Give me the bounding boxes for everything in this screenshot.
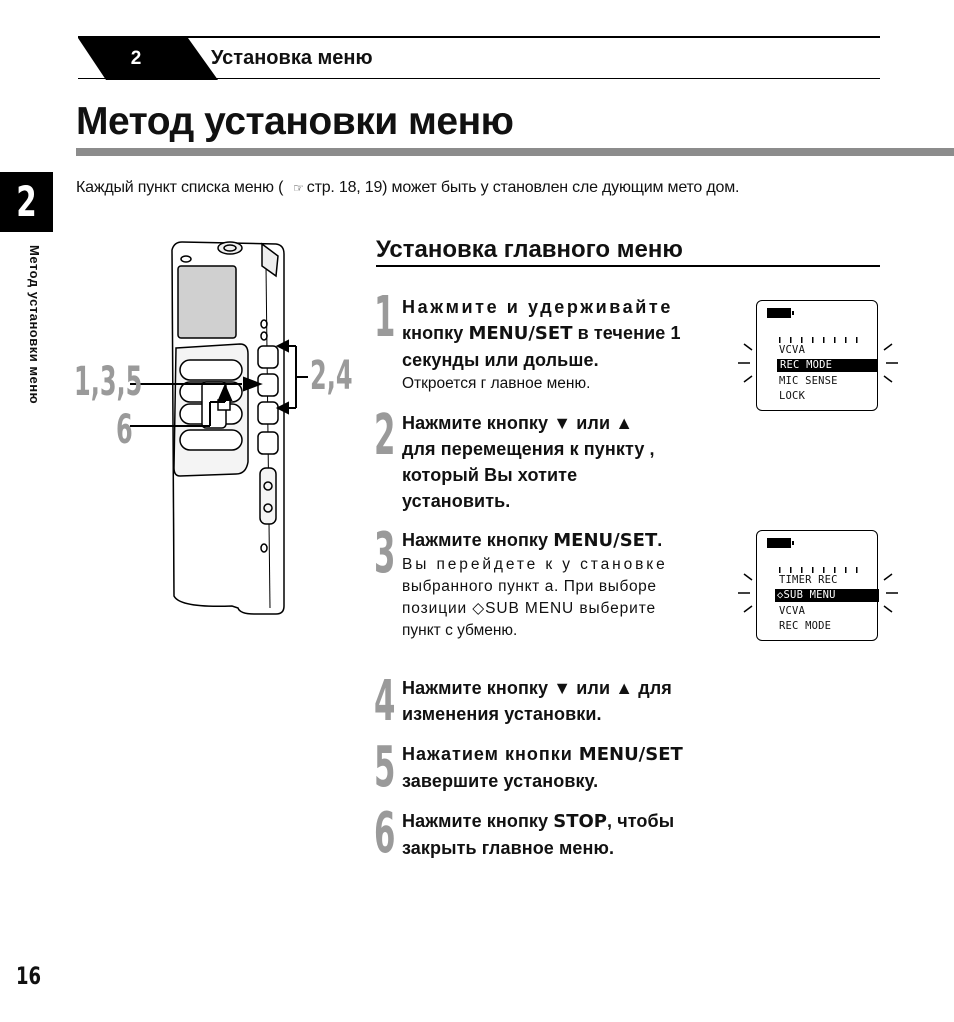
side-chapter-number: 2	[16, 177, 37, 226]
step-5-line-1	[402, 741, 742, 768]
page-number: 16	[16, 962, 42, 990]
side-chapter-label: Метод установки меню	[27, 245, 42, 405]
lcd-2-line-1: TIMER REC	[779, 574, 838, 586]
callout-steps-2-4: 2,4	[310, 353, 353, 399]
step-2-line-3: который Вы хотите	[402, 465, 578, 485]
lcd-1-line-3: MIC SENSE	[779, 375, 838, 387]
step-4	[402, 675, 742, 727]
step-3	[402, 527, 732, 642]
step-6-stop-key: STOP	[553, 811, 607, 832]
step-1-number: 1	[374, 285, 396, 350]
header-rule-bottom	[78, 78, 880, 79]
step-3-menu-set-key: MENU/SET	[553, 530, 658, 551]
step-2-line-4: установить.	[402, 491, 511, 511]
intro-text-before: Каждый пункт списка меню (	[76, 179, 284, 196]
step-1-note: Откроется г лавное меню.	[402, 375, 591, 392]
lcd-1-line-1: VCVA	[779, 344, 806, 356]
header-chapter-title: Установка меню	[211, 47, 373, 69]
step-1-line-1: Нажмите и удерживайте	[402, 297, 673, 317]
lcd-2-line-2-selected: ◇SUB MENU	[775, 589, 879, 602]
step-1-line-2-text: кнопку	[402, 323, 469, 343]
step-6-number: 6	[374, 801, 396, 866]
step-2-line-2: для перемещения к пункту ,	[402, 439, 655, 459]
callout-step-6: 6	[116, 407, 133, 453]
lcd-1-line-4: LOCK	[779, 390, 806, 402]
step-5	[402, 741, 742, 794]
step-4-line-1: Нажмите кнопку ▼ или ▲ для	[402, 678, 672, 698]
step-3-note-1: Вы перейдете к у становке	[402, 556, 668, 573]
step-5-line-2: завершите установку.	[402, 771, 599, 791]
step-3-number: 3	[374, 521, 396, 586]
step-2-line-1: Нажмите кнопку ▼ или ▲	[402, 413, 634, 433]
step-6-line-1	[402, 808, 742, 835]
step-5-line-1-text: Нажатием кнопки	[402, 744, 579, 764]
title-rule	[76, 148, 954, 156]
header-chapter-number: 2	[130, 48, 142, 69]
step-3-line-1	[402, 527, 732, 554]
intro-text-after: стр. 18, 19) может быть у становлен сле дующим мето дом.	[306, 179, 740, 196]
step-1-line-2-tail: в течение 1	[572, 323, 681, 343]
lcd-1-blink-rays	[738, 338, 898, 388]
step-5-number: 5	[374, 735, 396, 800]
intro-paragraph	[76, 179, 739, 197]
step-1-line-2	[402, 320, 732, 347]
reference-hand-icon: ☞	[293, 181, 304, 195]
lcd-2-line-4: REC MODE	[779, 620, 832, 632]
lcd-1-line-2-selected: REC MODE	[777, 359, 877, 372]
step-3-line-1-text: Нажмите кнопку	[402, 530, 554, 550]
lcd-2-blink-rays	[738, 568, 898, 618]
step-3-note-4: пункт с убменю.	[402, 622, 518, 639]
battery-icon	[767, 308, 791, 318]
step-2	[402, 410, 732, 514]
lcd-2-line-3: VCVA	[779, 605, 806, 617]
step-1	[402, 294, 732, 395]
step-3-line-1-tail: .	[657, 530, 663, 550]
page-title: Метод установки меню	[76, 100, 514, 143]
callout-steps-1-3-5: 1,3,5	[74, 359, 143, 405]
step-1-line-3: секунды или дольше.	[402, 350, 599, 370]
step-6-line-1-text: Нажмите кнопку	[402, 811, 554, 831]
step-6-line-2: закрыть главное меню.	[402, 838, 615, 858]
step-4-number: 4	[374, 669, 396, 734]
step-1-menu-set-key: MENU/SET	[468, 323, 573, 344]
battery-icon	[767, 538, 791, 548]
step-3-note-3: позиции ◇SUB MENU выберите	[402, 600, 657, 617]
step-5-menu-set-key: MENU/SET	[578, 744, 683, 765]
section-title: Установка главного меню	[376, 236, 683, 263]
header-chapter-tab	[78, 38, 218, 80]
recorder-illustration	[70, 236, 370, 621]
step-6	[402, 808, 742, 861]
step-4-line-2: изменения установки.	[402, 704, 602, 724]
step-6-line-1-tail: , чтобы	[607, 811, 675, 831]
step-3-note-2: выбранного пункт а. При выборе	[402, 578, 657, 595]
section-rule	[376, 265, 880, 267]
step-2-number: 2	[374, 403, 396, 468]
